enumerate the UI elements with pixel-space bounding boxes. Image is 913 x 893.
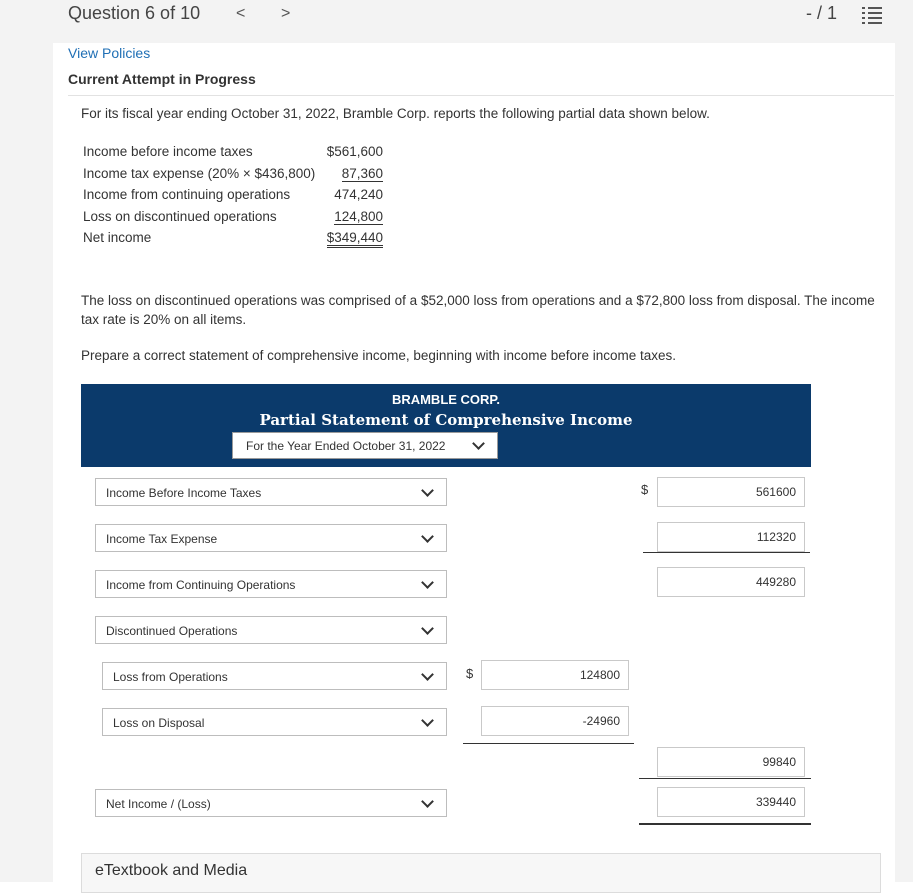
chevron-down-icon [421, 530, 434, 543]
account-select[interactable]: Loss from Operations [102, 662, 447, 690]
amount-input[interactable]: 124800 [481, 660, 629, 690]
question-title: Question 6 of 10 [68, 3, 201, 23]
right-gutter [895, 43, 913, 882]
amount-input[interactable]: 112320 [657, 522, 805, 552]
total-double-line [639, 823, 811, 825]
account-select[interactable]: Loss on Disposal [102, 708, 447, 736]
score: - / 1 [806, 3, 838, 23]
account-select[interactable]: Income from Continuing Operations [95, 570, 447, 598]
view-policies-link[interactable]: View Policies [68, 45, 151, 61]
subtotal-line [643, 552, 810, 553]
dollar-sign: $ [641, 482, 649, 497]
question-list-icon[interactable] [862, 6, 882, 24]
chevron-down-icon [421, 576, 434, 589]
amount-input[interactable]: 561600 [657, 477, 805, 507]
statement-title: Partial Statement of Comprehensive Income [259, 411, 633, 429]
data-row: Net income $349,440 [83, 230, 383, 252]
account-select[interactable]: Discontinued Operations [95, 616, 447, 644]
data-row: Loss on discontinued operations 124,800 [83, 208, 383, 224]
subtotal-line [639, 778, 811, 779]
chevron-down-icon [472, 437, 485, 450]
account-select[interactable]: Income Tax Expense [95, 524, 447, 552]
left-gutter [0, 43, 53, 882]
chevron-down-icon [421, 622, 434, 635]
chevron-down-icon [421, 668, 434, 681]
chevron-down-icon [421, 484, 434, 497]
question-intro: For its fiscal year ending October 31, 2022, Bramble Corp. reports the following partial data shown below. [81, 106, 710, 121]
amount-input[interactable]: -24960 [481, 706, 629, 736]
data-row: Income from continuing operations 474,240 [83, 187, 383, 202]
chevron-down-icon [421, 714, 434, 727]
attempt-status: Current Attempt in Progress [68, 71, 256, 87]
dollar-sign: $ [466, 666, 474, 681]
subtotal-line [463, 743, 634, 744]
amount-input[interactable]: 99840 [657, 747, 805, 777]
account-select[interactable]: Net Income / (Loss) [95, 789, 447, 817]
chevron-down-icon [421, 795, 434, 808]
amount-input[interactable]: 449280 [657, 567, 805, 597]
company-name: BRAMBLE CORP. [391, 392, 501, 407]
etextbook-label[interactable]: eTextbook and Media [95, 862, 248, 879]
next-question-button[interactable]: > [281, 5, 291, 22]
question-detail: The loss on discontinued operations was comprised of a $52,000 loss from operations and a $72,800 loss from disposal. The income tax rate is 20% on all items. [81, 293, 875, 327]
period-select[interactable]: For the Year Ended October 31, 2022 [232, 432, 498, 459]
question-instruction: Prepare a correct statement of comprehensive income, beginning with income before income taxes. [81, 348, 677, 363]
data-row: Income before income taxes $561,600 [83, 144, 383, 159]
given-data-table [83, 144, 383, 252]
previous-question-button[interactable]: < [236, 5, 246, 22]
account-select[interactable]: Income Before Income Taxes [95, 478, 447, 506]
divider [68, 95, 894, 96]
amount-input[interactable]: 339440 [657, 787, 805, 817]
etextbook-panel[interactable] [81, 853, 881, 893]
data-row: Income tax expense (20% × $436,800) 87,360 [83, 165, 383, 181]
top-bar [0, 0, 913, 43]
